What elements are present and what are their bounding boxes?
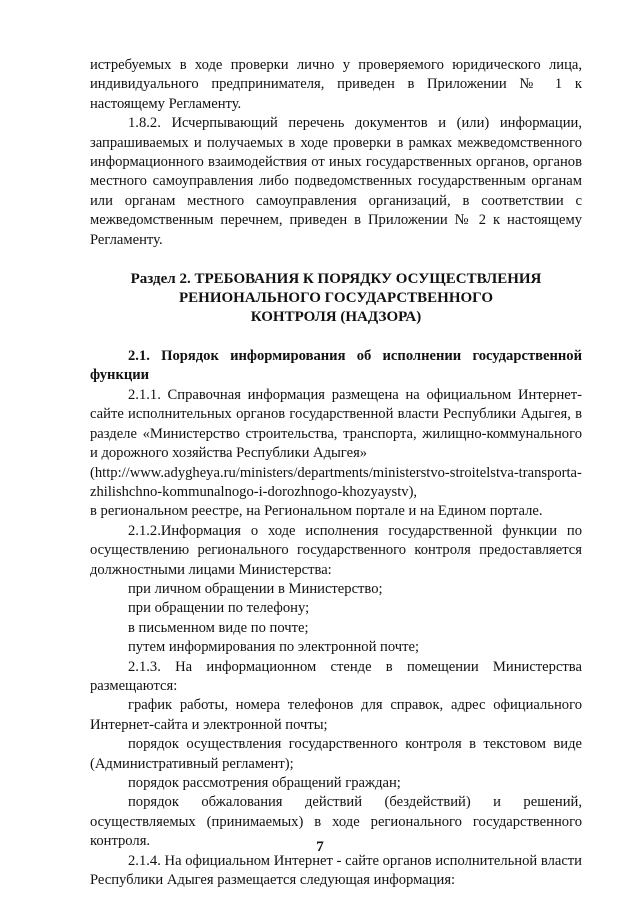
list-item: путем информирования по электронной почте; — [128, 639, 420, 656]
section-heading-line-1: Раздел 2. ТРЕБОВАНИЯ К ПОРЯДКУ ОСУЩЕСТВЛЕНИЯ — [130, 271, 542, 288]
paragraph-2-1-4: 2.1.4. На официальном Интернет - сайте органов исполнительной власти Республики Адыгея размещается следующая информация: — [90, 852, 582, 889]
paragraph-2-1-3: 2.1.3. На информационном стенде в помещении Министерства размещаются: — [90, 658, 582, 694]
list-item: при обращении по телефону; — [128, 600, 310, 617]
paragraph-1-8-2: 1.8.2. Исчерпывающий перечень документов и (или) информации, запрашиваемых и получаемых в ходе проверки в рамках межведомственного информационного взаимодействия от иных государственных органов, органов местного самоуправления либо подведомственных государственным органам или органам местного самоуправления организаций, в соответствии с межведомственным перечнем, приведен в Приложении № 2 к настоящему Регламенту. — [90, 115, 582, 248]
section-heading — [90, 270, 582, 327]
list-item: в письменном виде по почте; — [128, 619, 309, 636]
paragraph-continuation: истребуемых в ходе проверки лично у проверяемого юридического лица, индивидуального предпринимателя, приведен в Приложении № 1 к настоящему Регламенту. — [90, 57, 582, 112]
page-number: 7 — [316, 839, 324, 855]
list-item: при личном обращении в Министерство; — [128, 580, 383, 597]
section-heading-line-3: КОНТРОЛЯ (НАДЗОРА) — [250, 309, 422, 326]
list-item: порядок осуществления государственного контроля в текстовом виде (Административный регламент); — [90, 736, 582, 772]
ministry-url-text: (http://www.adygheya.ru/ministers/departments/ministerstvo-stroitelstva-transporta-zhilishchno-kommunalnogo-i-dorozhnogo-khozyaystv), — [90, 464, 582, 500]
paragraph-2-1-1-end: в региональном реестре, на Региональном портале и на Едином портале. — [90, 503, 543, 520]
list-item: порядок обжалования действий (бездействий) и решений, осуществляемых (принимаемых) в ходе регионального государственного контроля. — [90, 794, 582, 850]
paragraph-2-1-1: 2.1.1. Справочная информация размещена на официальном Интернет-сайте исполнительных органов государственной власти Республики Адыгея, в разделе «Министерство строительства, транспорта, жилищно-коммунального и дорожного хозяйства Республики Адыгея» — [90, 386, 582, 462]
list-item: график работы, номера телефонов для справок, адрес официального Интернет-сайта и электронной почты; — [90, 697, 582, 733]
section-heading-line-2: РЕНИОНАЛЬНОГО ГОСУДАРСТВЕННОГО — [178, 290, 494, 307]
paragraph-2-1-2: 2.1.2.Информация о ходе исполнения государственной функции по осуществлению регионального государственного контроля предоставляется должностными лицами Министерства: — [90, 522, 582, 578]
subsection-heading-2-1: 2.1. Порядок информирования об исполнении государственной функции — [90, 348, 582, 384]
list-item: порядок рассмотрения обращений граждан; — [128, 775, 401, 791]
